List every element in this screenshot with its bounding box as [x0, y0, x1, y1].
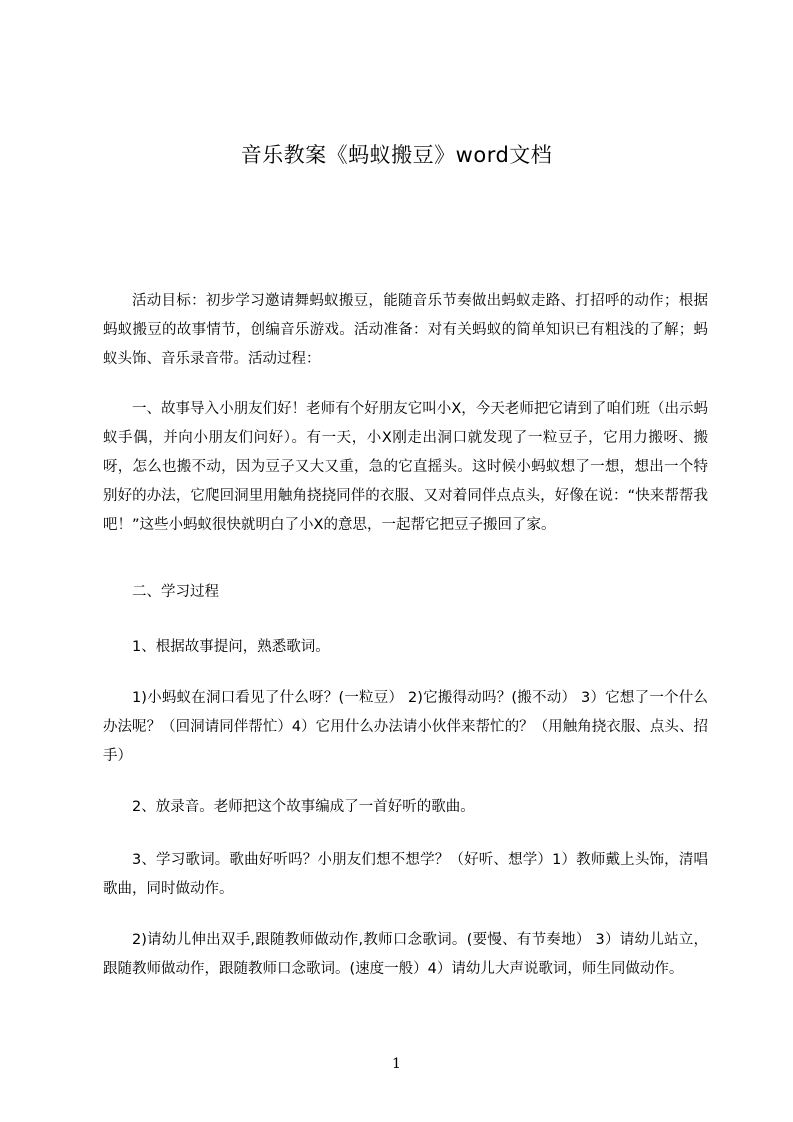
- paragraph-step-two: 2、放录音。老师把这个故事编成了一首好听的歌曲。: [132, 799, 475, 815]
- paragraph-learning-process-heading: 二、学习过程: [132, 584, 219, 600]
- paragraph-step-one: 1、根据故事提问，熟悉歌词。: [132, 639, 330, 655]
- paragraph-story-intro: 一、故事导入小朋友们好！老师有个好朋友它叫小X，今天老师把它请到了咱们班（出示蚂蚁手偶，并向小朋友们问好）。有一天，小X刚走出洞口就发现了一粒豆子，它用力搬呀、搬呀，怎么也搬不动，因为豆子又大又重，急的它直摇头。这时候小蚂蚁想了一想，想出一个特别好的办法，它爬回洞里用触角挠挠同伴的衣服、又对着同伴点点头，好像在说：“快来帮帮我吧！”这些小蚂蚁很快就明白了小X的意思，一起帮它把豆子搬回了家。: [103, 401, 708, 533]
- paragraph-step-three: 3、学习歌词。歌曲好听吗？小朋友们想不想学？（好听、想学）1）教师戴上头饰，清唱歌曲，同时做动作。: [103, 852, 708, 897]
- paragraph-step-four: 2)请幼儿伸出双手,跟随教师做动作,教师口念歌词。(要慢、有节奏地） 3）请幼儿站立，跟随教师做动作，跟随教师口念歌词。(速度一般）4）请幼儿大声说歌词，师生同做动作。: [103, 932, 708, 977]
- paragraph-activity-goals: 活动目标：初步学习邀请舞蚂蚁搬豆，能随音乐节奏做出蚂蚁走路、打招呼的动作；根据蚂蚁搬豆的故事情节，创编音乐游戏。活动准备：对有关蚂蚁的简单知识已有粗浅的了解；蚂蚁头饰、音乐录音带。活动过程：: [103, 293, 708, 367]
- page-number: 1: [392, 1056, 401, 1072]
- paragraph-questions: 1)小蚂蚁在洞口看见了什么呀？(一粒豆） 2)它搬得动吗？(搬不动） 3）它想了一个什么办法呢？（回洞请同伴帮忙）4）它用什么办法请小伙伴来帮忙的？（用触角挠衣服、点头、招手）: [103, 690, 708, 764]
- document-title: 音乐教案《蚂蚁搬豆》word文档: [240, 143, 553, 167]
